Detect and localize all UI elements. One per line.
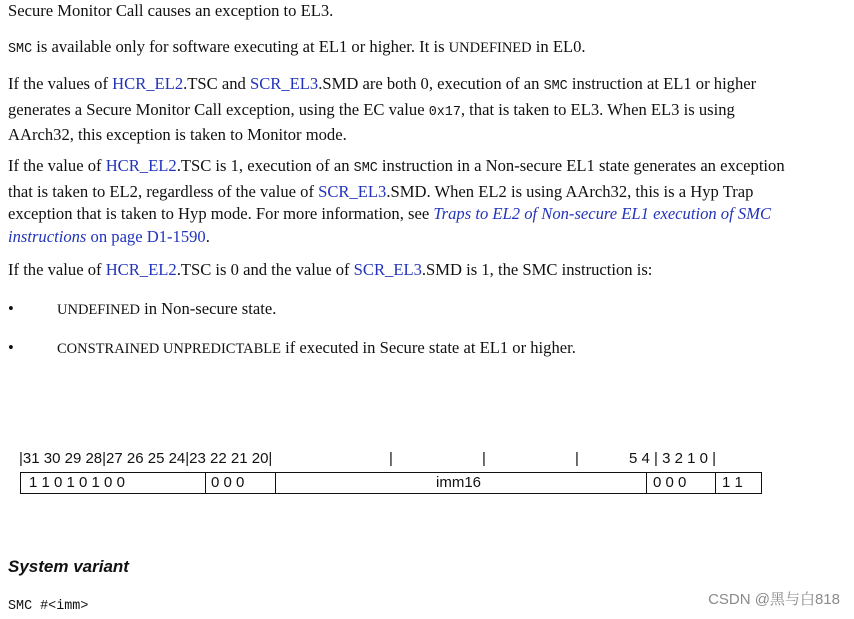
encoding-bit-numbers [0,448,854,468]
bit-label: | [575,450,579,467]
smd-paragraph: If the value of HCR_EL2.TSC is 0 and the value of SCR_EL3.SMD is 1, the SMC instruction is: [8,260,653,279]
hcr-el2-link[interactable]: HCR_EL2 [105,260,177,279]
scr-el3-link[interactable]: SCR_EL3 [249,74,319,93]
bullet-item: UNDEFINED in Non-secure state. [57,299,277,318]
syntax-line: SMC #<imm> [8,599,89,614]
smc-mnemonic: SMC [8,42,33,57]
intro-sentence: Secure Monitor Call causes an exception to EL3. [8,1,334,20]
hcr-el2-link[interactable]: HCR_EL2 [112,74,184,93]
undefined-term: UNDEFINED [448,40,532,56]
scr-el3-link[interactable]: SCR_EL3 [318,181,387,201]
fixed-zero-field-low: 0 0 0 [646,472,716,494]
availability-paragraph: SMC is available only for software executing at EL1 or higher. It is UNDEFINED in EL0. [8,37,586,57]
opc2-field: 1 1 [715,472,762,494]
bit-label: 5 4 | 3 2 1 0 | [629,450,717,467]
scr-el3-link[interactable]: SCR_EL3 [353,260,422,279]
ec-value-code: 0x17 [428,104,461,120]
bullet-item: CONSTRAINED UNPREDICTABLE if executed in Secure state at EL1 or higher. [57,338,576,357]
bit-label: |31 30 29 28|27 26 25 24|23 22 21 20| [19,450,273,467]
bullet-mark: • [8,338,14,357]
fixed-zero-field: 0 0 0 [205,472,276,494]
watermark: CSDN @黑与白818 [708,591,840,608]
traps-xref-link-cont[interactable]: instructions [8,226,87,246]
bit-label: | [389,450,393,467]
page-ref-link[interactable]: on page D1-1590 [86,226,206,246]
tsc-smd-paragraph: If the values of HCR_EL2.TSC and SCR_EL3.SMD are both 0, execution of an SMC instruction at EL1 or higher generates a Secure Monitor Call exception, using the EC value 0x17, that is taken to EL3. When EL3 is using AArch32, this exception is taken to Monitor mode. [8,74,757,145]
hcr-el2-link[interactable]: HCR_EL2 [105,156,177,175]
variant-heading: System variant [8,557,129,576]
hyp-trap-paragraph: If the value of HCR_EL2.TSC is 1, execution of an SMC instruction in a Non-secure EL1 state generates an exception that is taken to EL2, regardless of the value of SCR_EL3.SMD. When EL2 is using AArch32, this is a Hyp Trap exception that is taken to Hyp mode. For more information, see Traps to EL2 of Non-secure EL1 execution of SMC instructions on page D1-1590. [8,156,785,246]
traps-xref-link[interactable]: Traps to EL2 of Non-secure EL1 execution of SMC [433,204,772,224]
opc-field: 1 1 0 1 0 1 0 0 [20,472,206,494]
bit-label: | [482,450,486,467]
imm16-field: imm16 [275,472,647,494]
bullet-mark: • [8,299,14,318]
